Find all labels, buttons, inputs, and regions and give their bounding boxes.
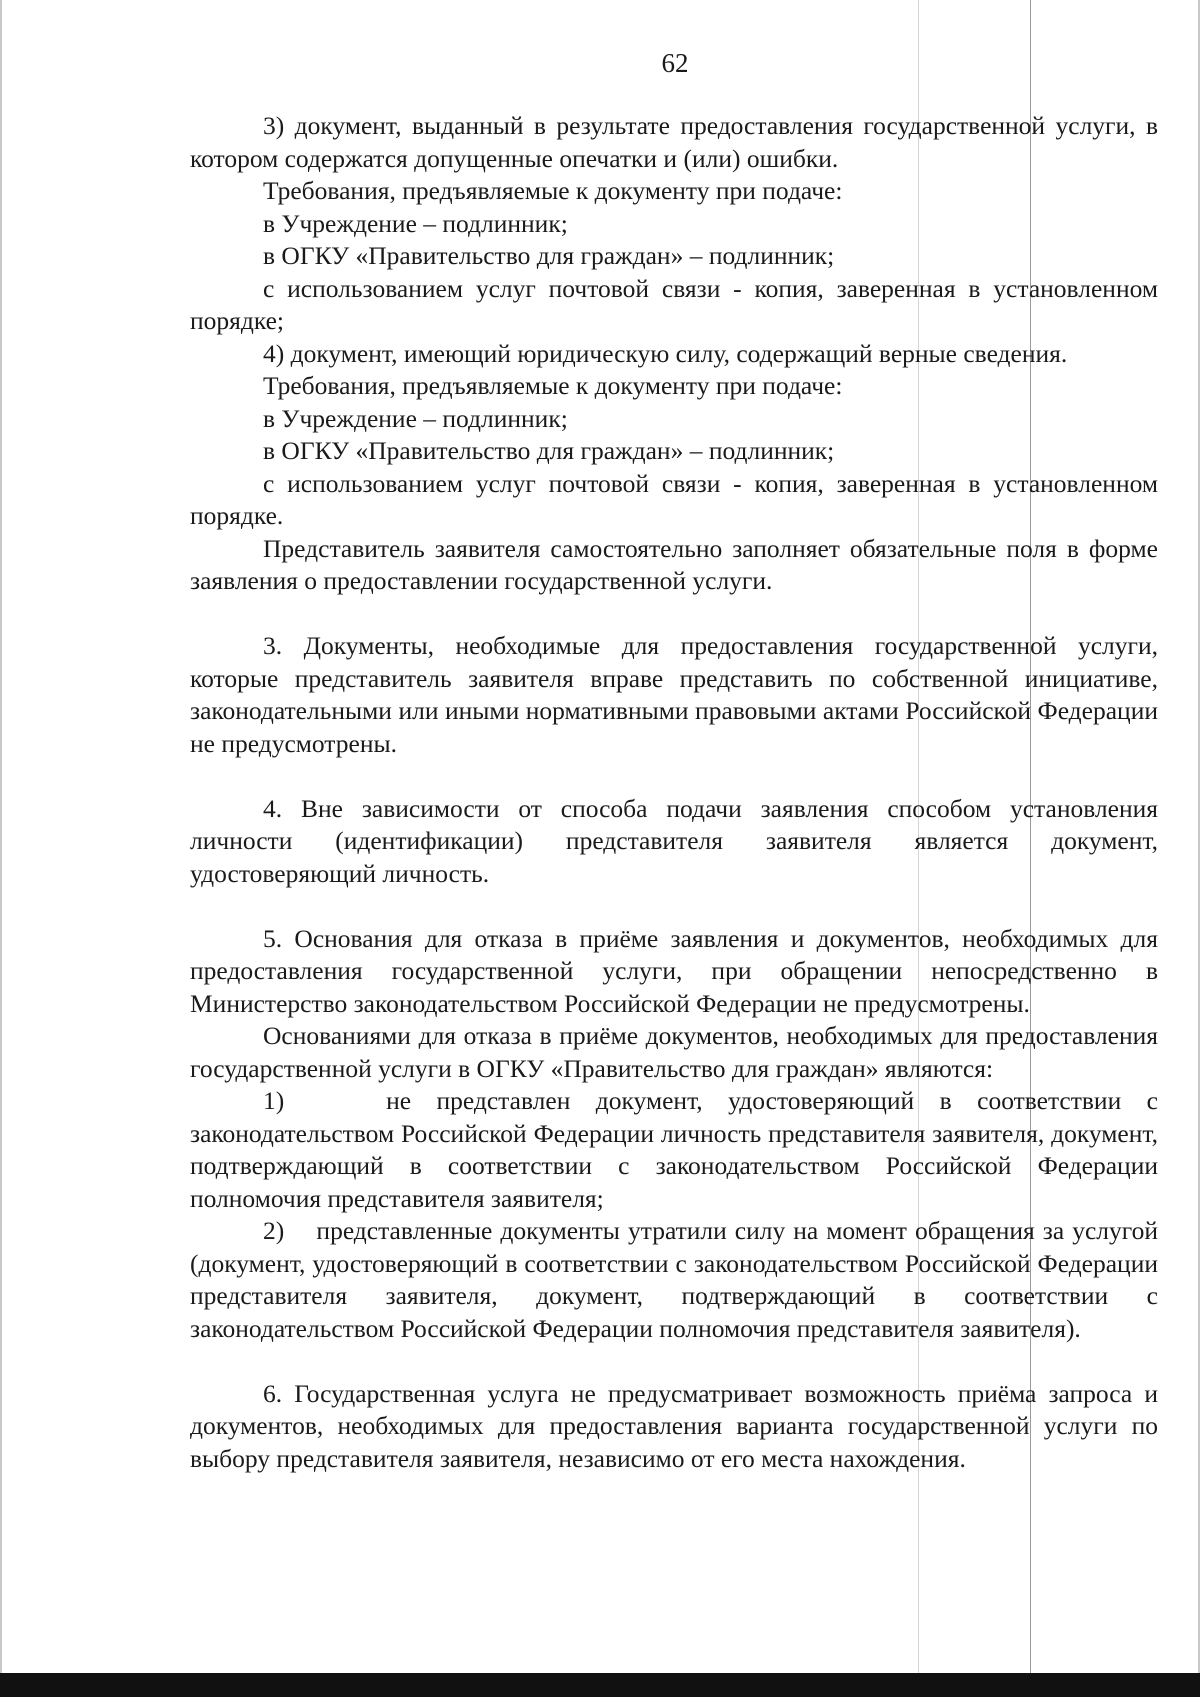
requirement-ogku: в ОГКУ «Правительство для граждан» – подлинник; <box>263 241 835 270</box>
requirement-postal: с использованием услуг почтовой связи - копия, заверенная в установленном порядке. <box>190 468 1158 530</box>
requirements-heading: Требования, предъявляемые к документу при подаче: <box>263 176 843 205</box>
list-item-document-with-errors: 3) документ, выданный в результате предоставления государственной услуги, в котором содержатся допущенные опечатки и (или) ошибки. <box>190 111 1158 173</box>
refusal-ground-item-1: 1) не представлен документ, удостоверяющий в соответствии с законодательством Российской Федерации личность представителя заявителя, документ, подтверждающий в соответствии с законодательством Российской Федерации полномочия представителя заявителя; <box>190 1086 1158 1213</box>
requirement-ogku: в ОГКУ «Правительство для граждан» – подлинник; <box>263 436 835 465</box>
document-body <box>190 110 1158 1475</box>
section-6-paragraph: 6. Государственная услуга не предусматривает возможность приёма запроса и документов, необходимых для предоставления варианта государственной услуги по выбору представителя заявителя, независимо от его места нахождения. <box>190 1378 1158 1473</box>
representative-fills-form-paragraph: Представитель заявителя самостоятельно заполняет обязательные поля в форме заявления о предоставлении государственной услуги. <box>190 533 1158 595</box>
requirement-postal: с использованием услуг почтовой связи - копия, заверенная в установленном порядке; <box>190 273 1158 335</box>
requirement-institution: в Учреждение – подлинник; <box>263 208 568 238</box>
section-4-paragraph: 4. Вне зависимости от способа подачи заявления способом установления личности (идентификации) представителя заявителя является документ, удостоверяющий личность. <box>190 793 1158 888</box>
scan-left-edge <box>0 0 2 1697</box>
requirements-heading: Требования, предъявляемые к документу при подаче: <box>263 371 843 400</box>
list-item-valid-document: 4) документ, имеющий юридическую силу, содержащий верные сведения. <box>263 338 1068 368</box>
section-5-paragraph: 5. Основания для отказа в приёме заявления и документов, необходимых для предоставления государственной услуги, при обращении непосредственно в Министерство законодательством Российской Федерации не предусмотрены. <box>190 923 1158 1018</box>
scan-bottom-border <box>0 1673 1200 1697</box>
page-number: 62 <box>661 48 689 78</box>
requirement-institution: в Учреждение – подлинник; <box>263 403 568 433</box>
section-3-paragraph: 3. Документы, необходимые для предоставления государственной услуги, которые представитель заявителя вправе представить по собственной инициативе, законодательными или иными нормативными правовыми актами Российской Федерации не предусмотрены. <box>190 631 1158 758</box>
refusal-grounds-paragraph: Основаниями для отказа в приёме документов, необходимых для предоставления государственной услуги в ОГКУ «Правительство для граждан» являются: <box>190 1021 1158 1083</box>
refusal-ground-item-2: 2) представленные документы утратили силу на момент обращения за услугой (документ, удостоверяющий в соответствии с законодательством Российской Федерации представителя заявителя, документ, подтверждающий в соответствии с законодательством Российской Федерации полномочия представителя заявителя). <box>190 1216 1158 1343</box>
